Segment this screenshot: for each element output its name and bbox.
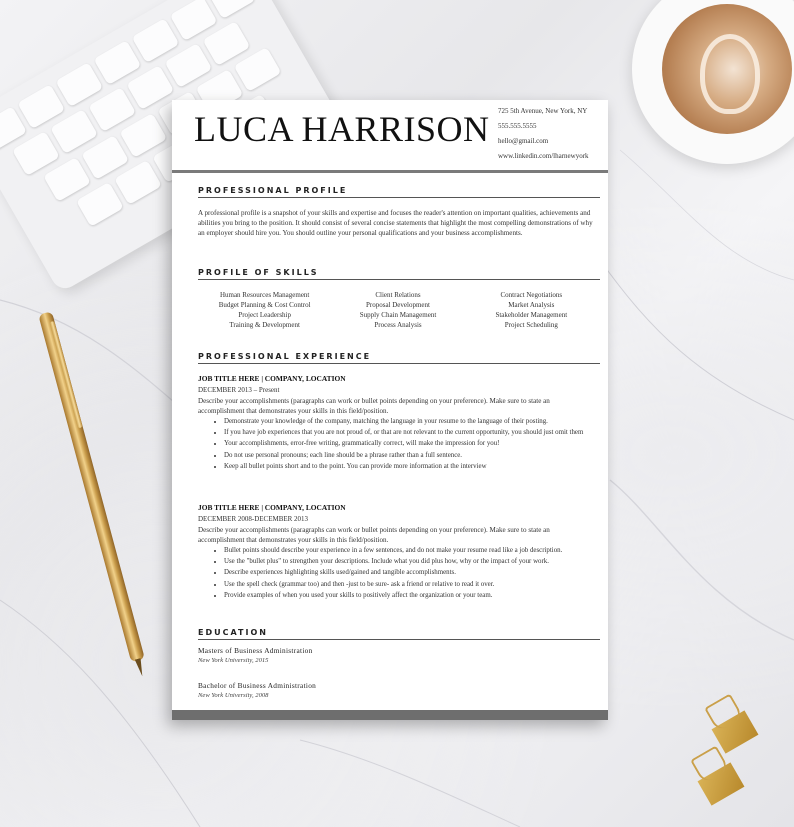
- job-title: JOB TITLE HERE | COMPANY, LOCATION: [198, 374, 346, 383]
- job-summary: Describe your accomplishments (paragraphs can work or bullet points depending on your preference). Make sure to state an accomplishment that demonstrates your skills in this field/position.: [198, 526, 550, 544]
- contact-block: [498, 104, 589, 164]
- job-bullet: • Describe experiences highlighting skills used/gained and tangible accomplishments.: [224, 568, 624, 579]
- skills-column: [465, 290, 598, 330]
- skill-item: Proposal Development: [366, 301, 430, 309]
- job-bullet: • Use the spell check (grammar too) and then -just to be sure- ask a friend or relative to read it over.: [224, 580, 624, 591]
- job-bullet: • If you have job experiences that you are not proud of, or that are not relevant to the current opportunity, you should just omit them: [224, 428, 624, 439]
- section-heading-skills: PROFILE OF SKILLS: [198, 268, 319, 277]
- contact-phone: 555.555.5555: [498, 122, 537, 130]
- job-bullet: • Demonstrate your knowledge of the company, matching the language in your resume to the language of their posting.: [224, 417, 624, 428]
- job-bullet: • Use the "bullet plus" to strengthen your descriptions. Include what you did plus how, why or the impact of your work.: [224, 557, 624, 568]
- job-bullet: • Do not use personal pronouns; each line should be a phrase rather than a full sentence.: [224, 451, 624, 462]
- job-summary: Describe your accomplishments (paragraphs can work or bullet points depending on your preference). Make sure to state an accomplishment that demonstrates your skills in this field/position.: [198, 397, 550, 415]
- skill-item: Contract Negotiations: [500, 291, 563, 299]
- contact-linkedin: www.linkedin.com/lharnewyork: [498, 152, 589, 160]
- resume-name: LUCA HARRISON: [194, 109, 490, 149]
- contact-address: 725 5th Avenue, New York, NY: [498, 107, 588, 115]
- section-rule: [198, 197, 600, 198]
- skills-column: [198, 290, 331, 330]
- section-heading-education: EDUCATION: [198, 628, 268, 637]
- job-bullet-list: [198, 546, 624, 602]
- education-school: New York University, 2015: [198, 657, 269, 664]
- skill-item: Training & Development: [229, 321, 300, 329]
- section-heading-experience: PROFESSIONAL EXPERIENCE: [198, 352, 372, 361]
- footer-bar: [172, 710, 608, 720]
- latte-art: [662, 4, 792, 134]
- skill-item: Project Leadership: [238, 311, 291, 319]
- skill-item: Process Analysis: [374, 321, 422, 329]
- education-degree: Masters of Business Administration: [198, 646, 313, 655]
- education-degree: Bachelor of Business Administration: [198, 681, 317, 690]
- skills-grid: [198, 290, 598, 330]
- job-title: JOB TITLE HERE | COMPANY, LOCATION: [198, 503, 346, 512]
- job-dates: DECEMBER 2008-DECEMBER 2013: [198, 515, 309, 523]
- skill-item: Supply Chain Management: [359, 311, 437, 319]
- section-rule: [198, 363, 600, 364]
- skill-item: Client Relations: [375, 291, 421, 299]
- skill-item: Human Resources Management: [219, 291, 310, 299]
- skill-item: Budget Planning & Cost Control: [218, 301, 311, 309]
- job-bullet: • Your accomplishments, error-free writing, grammatically correct, will make the impression for you!: [224, 439, 624, 450]
- contact-email: hello@gmail.com: [498, 137, 549, 145]
- profile-text: A professional profile is a snapshot of your skills and expertise and focuses the reader's attention on important qualities, achievements and abilities you bring to the position. It should consist of several concise statements that highlight the most compelling demonstrations of why an employer should hire you. You should outline your personal qualifications and your business accomplishments.: [198, 209, 593, 237]
- job-bullet-list: [198, 417, 624, 473]
- job-bullet: • Keep all bullet points short and to the point. You can provide more information at the interview: [224, 462, 624, 473]
- section-rule: [198, 639, 600, 640]
- job-bullet: • Provide examples of when you used your skills to positively affect the organization or your team.: [224, 591, 624, 602]
- header-divider-bar: [172, 170, 608, 173]
- skill-item: Stakeholder Management: [495, 311, 568, 319]
- skills-column: [331, 290, 464, 330]
- section-heading-profile: PROFESSIONAL PROFILE: [198, 186, 348, 195]
- education-school: New York University, 2008: [198, 692, 269, 699]
- section-rule: [198, 279, 600, 280]
- job-bullet: • Bullet points should describe your experience in a few sentences, and do not make your resume read like a job description.: [224, 546, 624, 557]
- skill-item: Market Analysis: [508, 301, 555, 309]
- resume-page: [172, 100, 608, 720]
- skill-item: Project Scheduling: [504, 321, 558, 329]
- job-dates: DECEMBER 2013 – Present: [198, 386, 280, 394]
